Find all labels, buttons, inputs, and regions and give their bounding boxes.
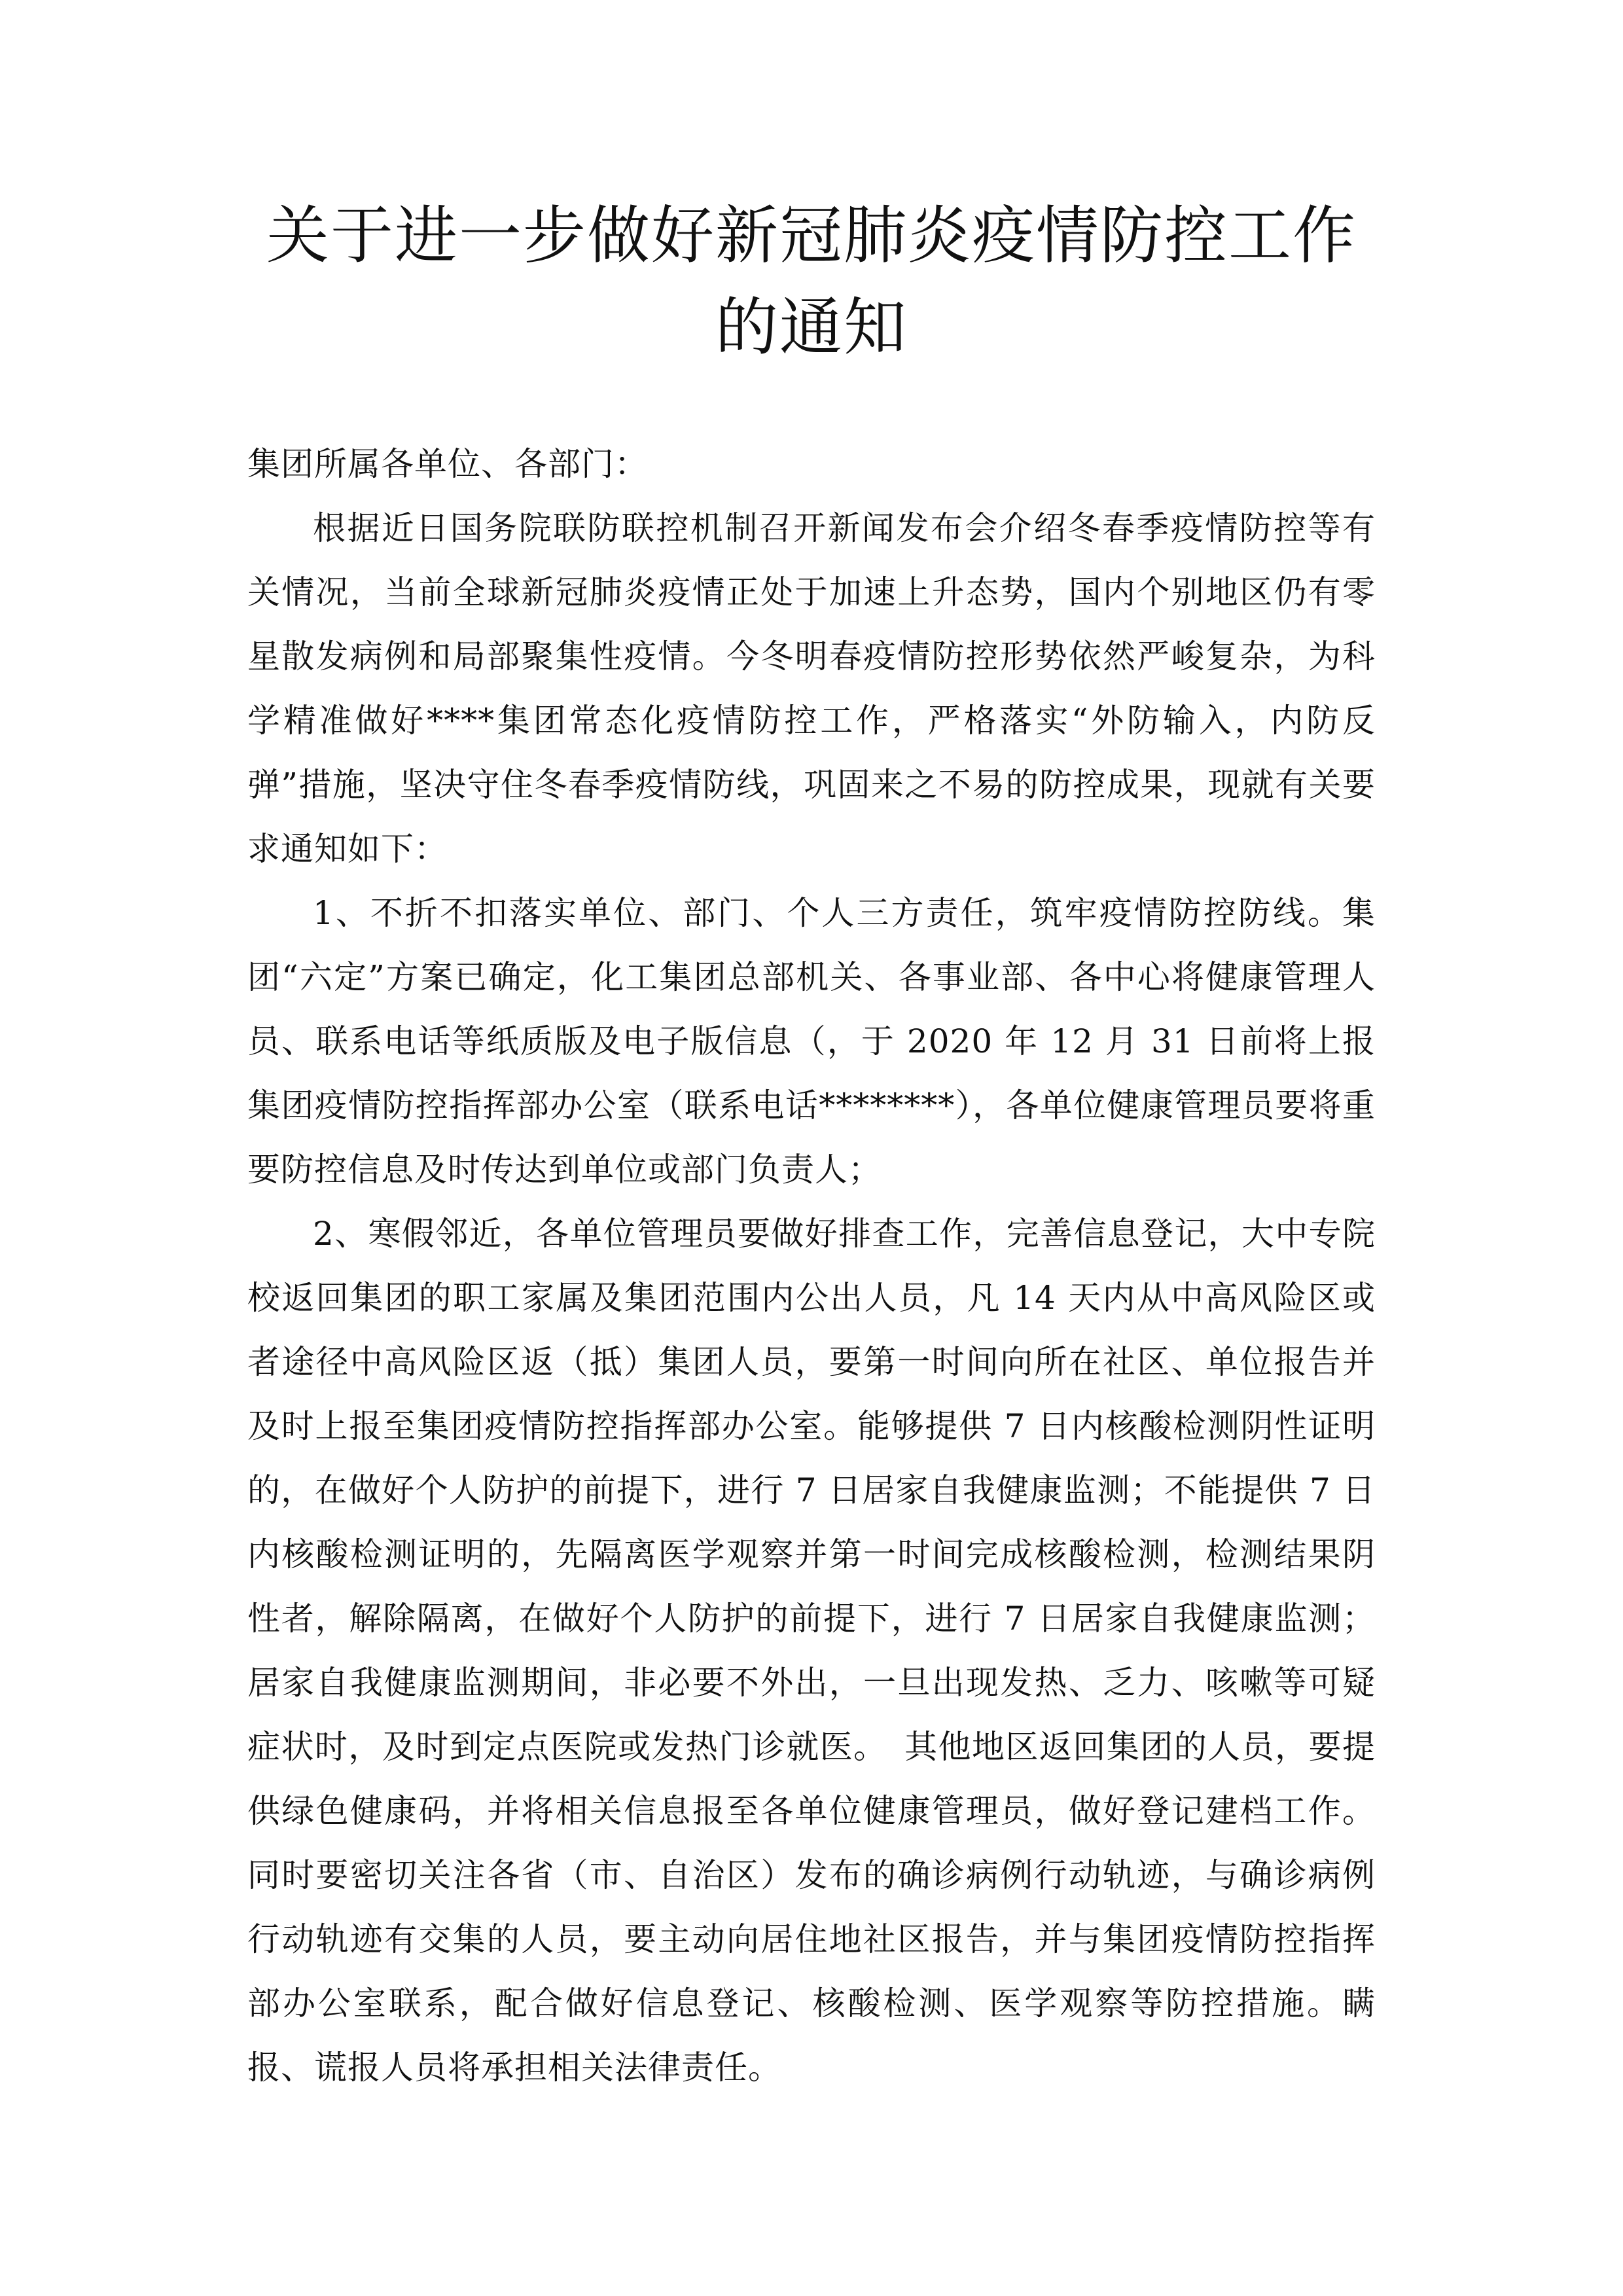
paragraph-item-2: 2、寒假邻近，各单位管理员要做好排查工作，完善信息登记，大中专院校返回集团的职工家属及集团范围内公出人员，凡 14 天内从中高风险区或者途径中高风险区返（抵）集团人员，要第一时间向所在社区、单位报告并及时上报至集团疫情防控指挥部办公室。能够提供 7 日内核酸检测阴性证明的，在做好个人防护的前提下，进行 7 日居家自我健康监测；不能提供 7 日内核酸检测证明的，先隔离医学观察并第一时间完成核酸检测，检测结果阴性者，解除隔离，在做好个人防护的前提下，进行 7 日居家自我健康监测；居家自我健康监测期间，非必要不外出，一旦出现发热、乏力、咳嗽等可疑症状时，及时到定点医院或发热门诊就医。 其他地区返回集团的人员，要提供绿色健康码，并将相关信息报至各单位健康管理员，做好登记建档工作。同时要密切关注各省（市、自治区）发布的确诊病例行动轨迹，与确诊病例行动轨迹有交集的人员，要主动向居住地社区报告，并与集团疫情防控指挥部办公室联系，配合做好信息登记、核酸检测、医学观察等防控措施。瞒报、谎报人员将承担相关法律责任。 [247, 1215, 1376, 2087]
document-body [247, 432, 1376, 2100]
paragraph-intro: 根据近日国务院联防联控机制召开新闻发布会介绍冬春季疫情防控等有关情况，当前全球新冠肺炎疫情正处于加速上升态势，国内个别地区仍有零星散发病例和局部聚集性疫情。今冬明春疫情防控形势依然严峻复杂，为科学精准做好****集团常态化疫情防控工作，严格落实“外防输入，内防反弹”措施，坚决守住冬春季疫情防线，巩固来之不易的防控成果，现就有关要求通知如下： [247, 509, 1376, 868]
paragraph-item-1: 1、不折不扣落实单位、部门、个人三方责任，筑牢疫情防控防线。集团“六定”方案已确定，化工集团总部机关、各事业部、各中心将健康管理人员、联系电话等纸质版及电子版信息（，于 2020 年 12 月 31 日前将上报集团疫情防控指挥部办公室（联系电话********），各单位健康管理员要将重要防控信息及时传达到单位或部门负责人； [247, 894, 1376, 1189]
salutation: 集团所属各单位、各部门： [247, 445, 648, 483]
document-title: 关于进一步做好新冠肺炎疫情防控工作的通知 [266, 199, 1357, 364]
